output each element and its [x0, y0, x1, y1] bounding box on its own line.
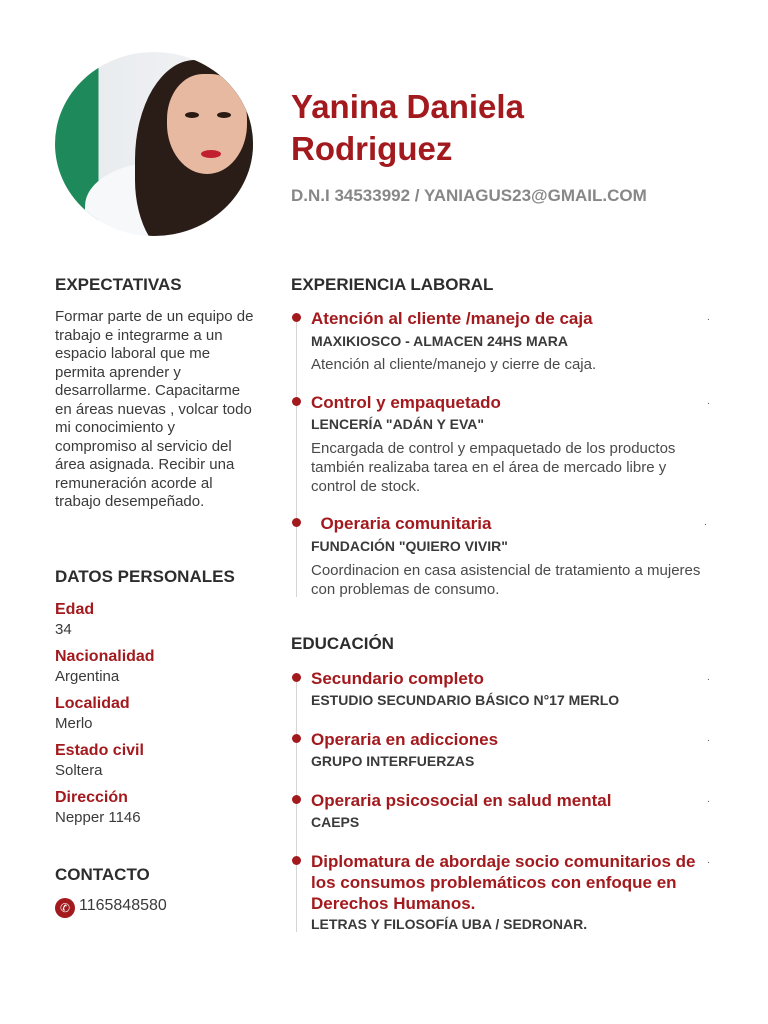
education-institution: ESTUDIO SECUNDARIO BÁSICO N°17 MERLO [311, 692, 620, 708]
education-institution: CAEPS [311, 814, 360, 830]
job-title: Control y empaquetado [311, 393, 501, 412]
id-email-line: D.N.I 34533992 / YANIAGUS23@GMAIL.COM [291, 186, 647, 205]
field-label-localidad: Localidad [55, 695, 130, 712]
job-description: Encargada de control y empaquetado de los productos también realizaba tarea en el área de mercado libre y control de stock. [311, 440, 676, 495]
field-label-edad: Edad [55, 601, 95, 618]
field-value-edad: 34 [55, 621, 72, 638]
timeline-dot [292, 795, 301, 804]
education-title: Secundario completo [311, 669, 484, 688]
education-institution: LETRAS Y FILOSOFÍA UBA / SEDRONAR. [311, 916, 588, 932]
education-title: Diplomatura de abordaje socio comunitarios de los consumos problemáticos con enfoque en Derechos Humanos. [311, 852, 696, 913]
field-value-localidad: Merlo [55, 715, 93, 732]
contacto-title: CONTACTO [55, 865, 150, 884]
timeline-dot [292, 856, 301, 865]
profile-photo [55, 52, 253, 236]
expectativas-text: Formar parte de un equipo de trabajo e integrarme a un espacio laboral que me permita aprender y desarrollarme. Capacitarme en áreas nuevas , volcar todo mi conocimiento y compromiso al servicio del área asignada. Recibir una remuneración acorde al trabajo desempeñado. [55, 308, 254, 510]
timeline-dot [292, 734, 301, 743]
field-value-direccion: Nepper 1146 [55, 809, 141, 826]
field-value-nacionalidad: Argentina [55, 668, 120, 685]
tick-mark: . [707, 733, 710, 744]
job-title: Atención al cliente /manejo de caja [311, 309, 593, 328]
job-description: Coordinacion en casa asistencial de tratamiento a mujeres con problemas de consumo. [311, 562, 701, 598]
job-title: Operaria comunitaria [311, 514, 492, 533]
tick-mark: . [707, 794, 710, 805]
education-title: Operaria psicosocial en salud mental [311, 791, 612, 810]
tick-mark: . [704, 517, 707, 528]
field-label-direccion: Dirección [55, 789, 128, 806]
timeline-dot [292, 673, 301, 682]
name-line-1: Yanina Daniela [291, 88, 524, 125]
job-description: Atención al cliente/manejo y cierre de caja. [311, 356, 597, 373]
field-value-estado-civil: Soltera [55, 762, 103, 779]
name-line-2: Rodriguez [291, 130, 453, 167]
job-company: FUNDACIÓN "QUIERO VIVIR" [311, 538, 508, 554]
job-company: LENCERÍA "ADÁN Y EVA" [311, 416, 485, 432]
tick-mark: . [707, 312, 710, 323]
field-label-estado-civil: Estado civil [55, 742, 144, 759]
timeline-dot [292, 397, 301, 406]
educacion-title: EDUCACIÓN [291, 634, 394, 653]
experiencia-title: EXPERIENCIA LABORAL [291, 275, 494, 294]
timeline-dot [292, 518, 301, 527]
education-institution: GRUPO INTERFUERZAS [311, 753, 475, 769]
phone-icon: ✆ [55, 898, 75, 918]
candidate-name [291, 86, 711, 170]
field-label-nacionalidad: Nacionalidad [55, 648, 155, 665]
tick-mark: . [707, 855, 710, 866]
tick-mark: . [707, 396, 710, 407]
educacion-timeline [296, 682, 297, 932]
phone-number: 1165848580 [79, 897, 167, 914]
job-company: MAXIKIOSCO - ALMACEN 24HS MARA [311, 333, 568, 349]
timeline-dot [292, 313, 301, 322]
datos-personales-title: DATOS PERSONALES [55, 567, 235, 586]
expectativas-title: EXPECTATIVAS [55, 275, 182, 294]
education-title: Operaria en adicciones [311, 730, 499, 749]
experiencia-timeline [296, 322, 297, 597]
tick-mark: . [707, 672, 710, 683]
